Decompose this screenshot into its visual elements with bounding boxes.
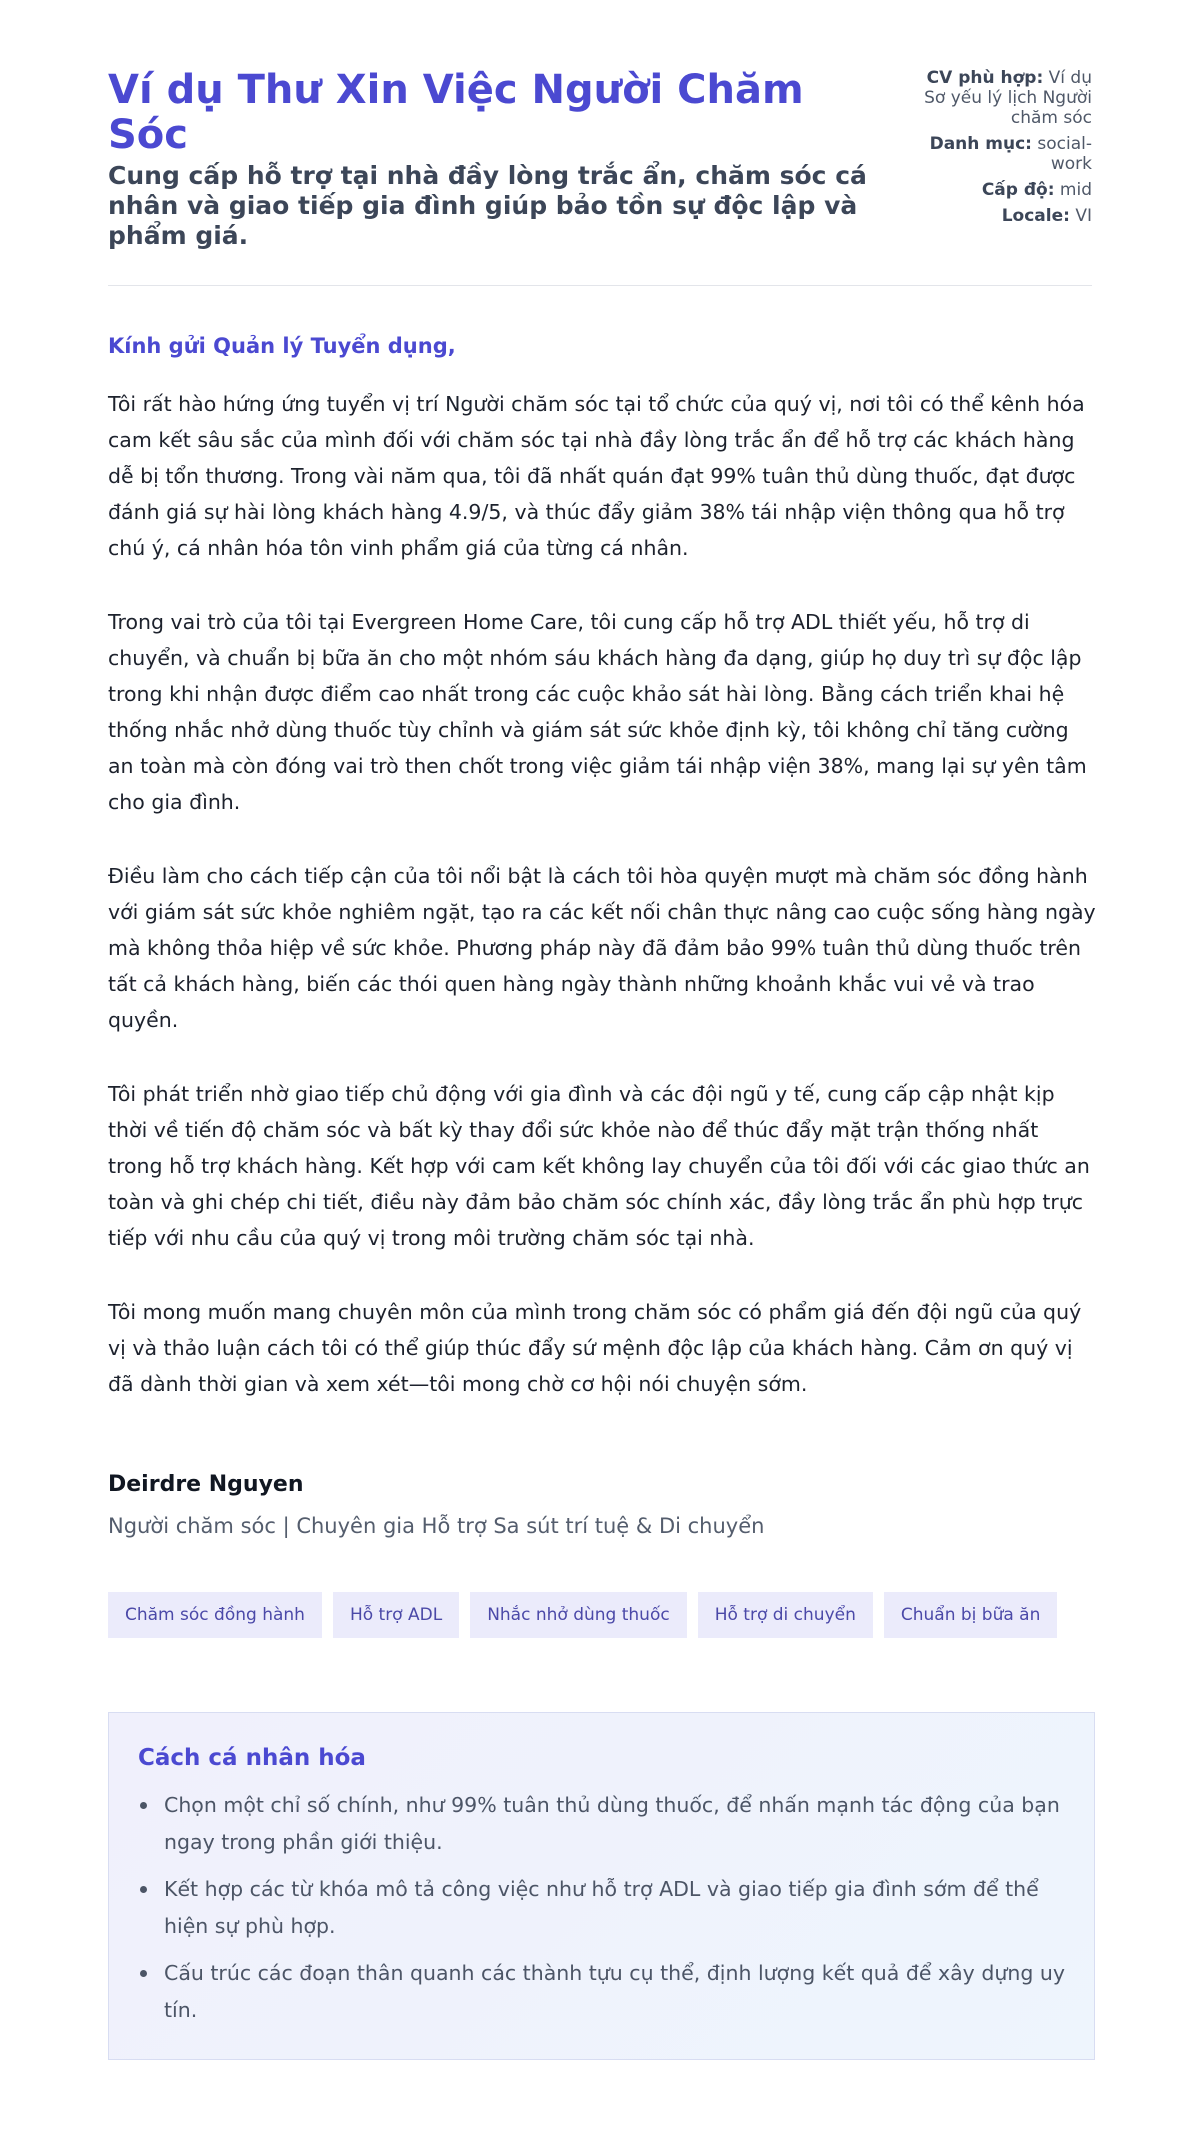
meta-cv	[902, 68, 1092, 128]
bullet-icon	[140, 1886, 147, 1893]
meta-cv-value[interactable]: Ví dụ Sơ yếu lý lịch Người chăm sóc	[924, 68, 1092, 128]
title-block	[108, 68, 888, 251]
signature-role: Người chăm sóc | Chuyên gia Hỗ trợ Sa sút trí tuệ & Di chuyển	[108, 1514, 765, 1538]
page-title: Ví dụ Thư Xin Việc Người Chăm Sóc	[108, 67, 804, 158]
meta-locale-value: VI	[1075, 206, 1092, 226]
skill-tag[interactable]: Nhắc nhở dùng thuốc	[470, 1592, 687, 1638]
signature-name: Deirdre Nguyen	[108, 1472, 304, 1497]
meta-level-value: mid	[1059, 180, 1092, 200]
tips-item-text: Cấu trúc các đoạn thân quanh các thành tựu cụ thể, định lượng kết quả để xây dựng uy tín.	[164, 1961, 1065, 2022]
meta-cv-label: CV phù hợp:	[926, 68, 1044, 88]
tips-list-item	[138, 1955, 1065, 2029]
skill-tag[interactable]: Hỗ trợ ADL	[333, 1592, 459, 1638]
salutation: Kính gửi Quản lý Tuyển dụng,	[108, 334, 456, 358]
page-subtitle: Cung cấp hỗ trợ tại nhà đầy lòng trắc ẩn, chăm sóc cá nhân và giao tiếp gia đình giúp bảo tồn sự độc lập và phẩm giá.	[108, 161, 867, 250]
bullet-icon	[140, 1970, 147, 1977]
letter-paragraph: Tôi phát triển nhờ giao tiếp chủ động với gia đình và các đội ngũ y tế, cung cấp cập nhật kịp thời về tiến độ chăm sóc và bất kỳ thay đổi sức khỏe nào để thúc đẩy mặt trận thống nhất trong hỗ trợ khách hàng. Kết hợp với cam kết không lay chuyển của tôi đối với các giao thức an toàn và ghi chép chi tiết, điều này đảm bảo chăm sóc chính xác, đầy lòng trắc ẩn phù hợp trực tiếp với nhu cầu của quý vị trong môi trường chăm sóc tại nhà.	[108, 1082, 1090, 1250]
meta-category	[902, 134, 1092, 174]
tips-title: Cách cá nhân hóa	[138, 1745, 366, 1771]
page-header	[108, 68, 1092, 251]
meta-locale	[902, 206, 1092, 226]
meta-locale-label: Locale:	[1001, 206, 1070, 226]
bullet-icon	[140, 1802, 147, 1809]
personalization-tips-box	[108, 1712, 1095, 2060]
letter-paragraph: Tôi mong muốn mang chuyên môn của mình trong chăm sóc có phẩm giá đến đội ngũ của quý vị và thảo luận cách tôi có thể giúp thúc đẩy sứ mệnh độc lập của khách hàng. Cảm ơn quý vị đã dành thời gian và xem xét—tôi mong chờ cơ hội nói chuyện sớm.	[108, 1300, 1082, 1396]
letter-paragraph: Tôi rất hào hứng ứng tuyển vị trí Người chăm sóc tại tổ chức của quý vị, nơi tôi có thể kênh hóa cam kết sâu sắc của mình đối với chăm sóc tại nhà đầy lòng trắc ẩn để hỗ trợ các khách hàng dễ bị tổn thương. Trong vài năm qua, tôi đã nhất quán đạt 99% tuân thủ dùng thuốc, đạt được đánh giá sự hài lòng khách hàng 4.9/5, và thúc đẩy giảm 38% tái nhập viện thông qua hỗ trợ chú ý, cá nhân hóa tôn vinh phẩm giá của từng cá nhân.	[108, 392, 1085, 560]
letter-paragraph: Điều làm cho cách tiếp cận của tôi nổi bật là cách tôi hòa quyện mượt mà chăm sóc đồng hành với giám sát sức khỏe nghiêm ngặt, tạo ra các kết nối chân thực nâng cao cuộc sống hàng ngày mà không thỏa hiệp về sức khỏe. Phương pháp này đã đảm bảo 99% tuân thủ dùng thuốc trên tất cả khách hàng, biến các thói quen hàng ngày thành những khoảnh khắc vui vẻ và trao quyền.	[108, 864, 1096, 1032]
meta-category-label: Danh mục:	[929, 134, 1032, 154]
tips-list	[138, 1787, 1065, 2029]
skill-tag[interactable]: Chăm sóc đồng hành	[108, 1592, 322, 1638]
skill-tag[interactable]: Chuẩn bị bữa ăn	[884, 1592, 1058, 1638]
meta-level-label: Cấp độ:	[981, 180, 1055, 200]
skill-tag[interactable]: Hỗ trợ di chuyển	[698, 1592, 873, 1638]
tips-list-item	[138, 1787, 1065, 1861]
letter-paragraph: Trong vai trò của tôi tại Evergreen Home Care, tôi cung cấp hỗ trợ ADL thiết yếu, hỗ trợ di chuyển, và chuẩn bị bữa ăn cho một nhóm sáu khách hàng đa dạng, giúp họ duy trì sự độc lập trong khi nhận được điểm cao nhất trong các cuộc khảo sát hài lòng. Bằng cách triển khai hệ thống nhắc nhở dùng thuốc tùy chỉnh và giám sát sức khỏe định kỳ, tôi không chỉ tăng cường an toàn mà còn đóng vai trò then chốt trong việc giảm tái nhập viện 38%, mang lại sự yên tâm cho gia đình.	[108, 610, 1087, 814]
header-divider	[108, 285, 1092, 286]
tips-item-text: Chọn một chỉ số chính, như 99% tuân thủ dùng thuốc, để nhấn mạnh tác động của bạn ngay trong phần giới thiệu.	[164, 1793, 1060, 1854]
tips-list-item	[138, 1871, 1065, 1945]
meta-level	[902, 180, 1092, 200]
meta-category-value: social-work	[1037, 134, 1092, 174]
tips-item-text: Kết hợp các từ khóa mô tả công việc như hỗ trợ ADL và giao tiếp gia đình sớm để thể hiện sự phù hợp.	[164, 1877, 1039, 1938]
skill-tags	[108, 1592, 1092, 1638]
meta-panel	[902, 68, 1092, 232]
